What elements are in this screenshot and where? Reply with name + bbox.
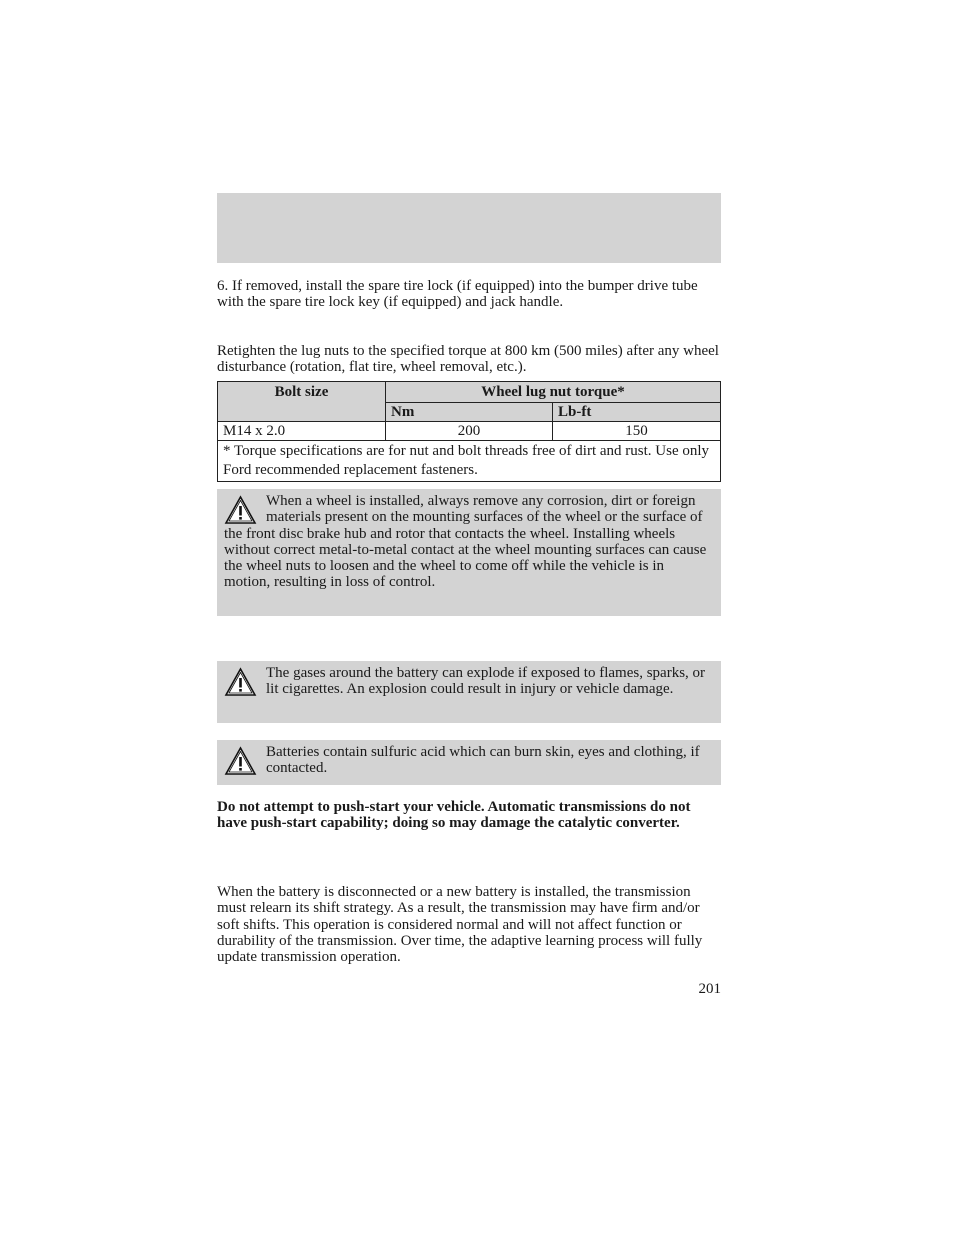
cell-nm: 200 (386, 422, 553, 441)
col-bolt-size: Bolt size (218, 382, 386, 422)
cell-lbft: 150 (553, 422, 721, 441)
table-row (218, 422, 721, 441)
warning-gases-text: The gases around the battery can explode if exposed to flames, sparks, or lit cigarettes. An explosion could result in injury or vehicle damage. (266, 665, 706, 698)
cell-bolt: M14 x 2.0 (218, 422, 386, 441)
torque-table (217, 381, 721, 482)
table-footnote: * Torque specifications are for nut and bolt threads free of dirt and rust. Use only Ford recommended replacement fasteners. (218, 441, 721, 482)
relearn-text: When the battery is disconnected or a new battery is installed, the transmission must relearn its shift strategy. As a result, the transmission may have firm and/or soft shifts. This operation is considered normal and will not affect function or durability of the transmission. Over time, the adaptive learning process will fully update transmission operation. (217, 884, 703, 966)
warning-triangle-icon (224, 667, 257, 697)
warning-gases (217, 661, 721, 723)
warning-wheel-text: When a wheel is installed, always remove any corrosion, dirt or foreign materials present on the mounting surfaces of the wheel or the surface of the front disc brake hub and rotor that contacts the wheel. Installing wheels without correct metal-to-metal contact at the wheel mounting surfaces can cause the wheel nuts to loosen and the wheel to come off while the vehicle is in motion, resulting in loss of control. (224, 493, 707, 591)
warning-acid (217, 740, 721, 785)
retighten-text: Retighten the lug nuts to the specified torque at 800 km (500 miles) after any wheel disturbance (rotation, flat tire, wheel removal, etc.). (217, 343, 719, 376)
step-6-text: 6. If removed, install the spare tire lock (if equipped) into the bumper drive tube with the spare tire lock key (if equipped) and jack handle. (217, 278, 698, 311)
warning-triangle-icon (224, 746, 257, 776)
col-nm: Nm (386, 403, 553, 422)
col-lbft: Lb-ft (553, 403, 721, 422)
col-torque: Wheel lug nut torque* (386, 382, 721, 403)
section-header-band (217, 193, 721, 263)
warning-acid-text: Batteries contain sulfuric acid which can burn skin, eyes and clothing, if contacted. (266, 744, 700, 777)
warning-triangle-icon (224, 495, 257, 525)
page-number: 201 (698, 981, 721, 997)
warning-wheel (217, 489, 721, 616)
push-start-notice: Do not attempt to push-start your vehicle. Automatic transmissions do not have push-start capability; doing so may damage the catalytic converter. (217, 799, 691, 832)
